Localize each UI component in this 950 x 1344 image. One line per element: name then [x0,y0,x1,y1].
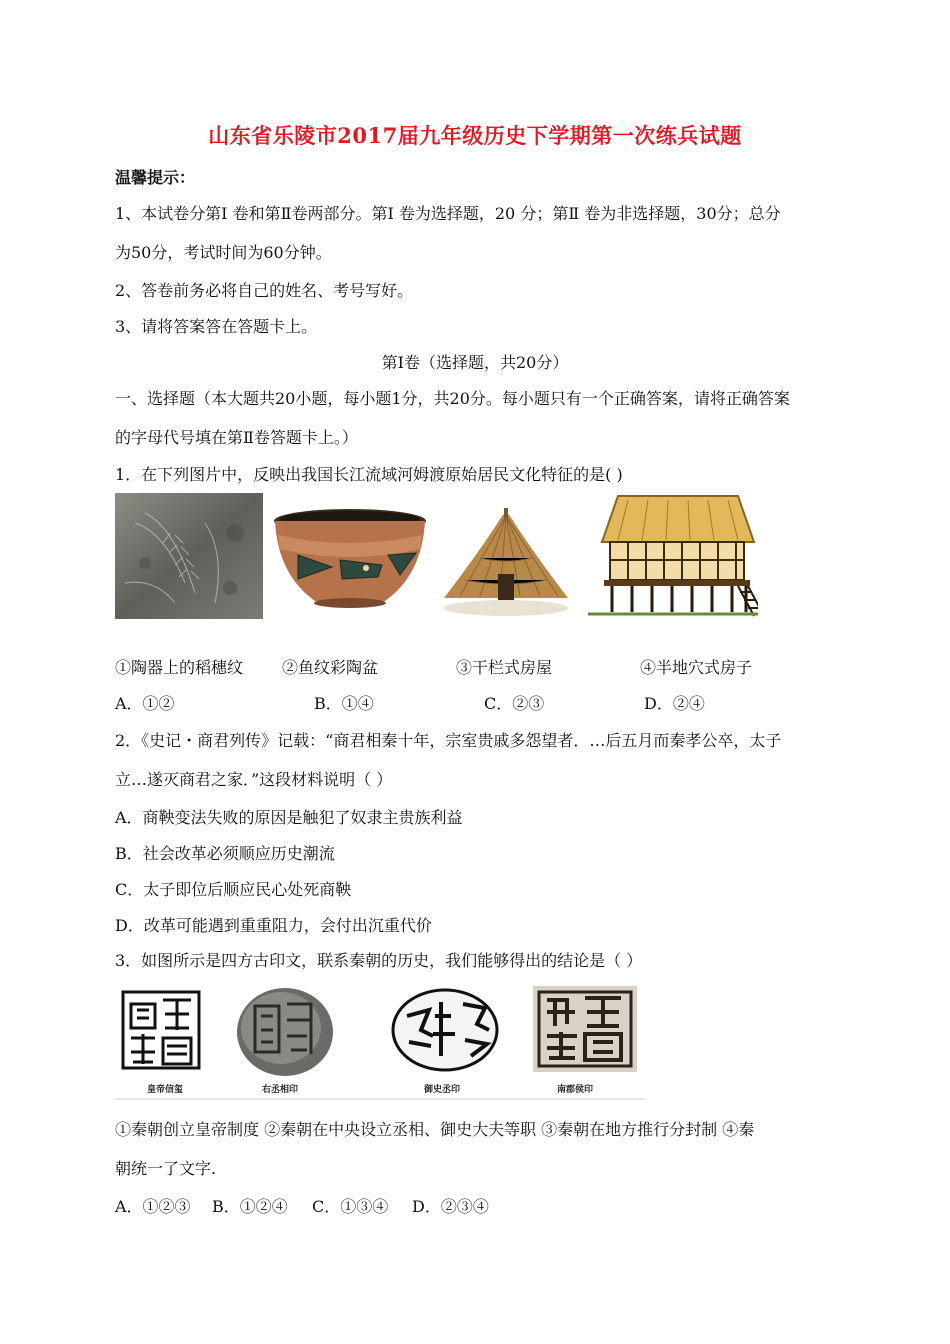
q3-option-d[interactable]: D．②③④ [412,1197,489,1216]
seal-3-icon [393,990,497,1070]
q3-option-c[interactable]: C．①③④ [312,1197,389,1216]
q2-option-a[interactable]: A．商鞅变法失败的原因是触犯了奴隶主贵族利益 [115,808,463,827]
q3-stem: 3．如图所示是四方古印文，联系秦朝的历史，我们能够得出的结论是（ ） [115,951,643,970]
q2-option-b[interactable]: B．社会改革必须顺应历史潮流 [115,844,335,863]
q2-option-d[interactable]: D．改革可能遇到重重阻力，会付出沉重代价 [115,916,432,935]
section-instructions: 的字母代号填在第Ⅱ卷答题卡上。） [115,428,358,447]
tips-item: 3、请将答案答在答题卡上。 [115,317,318,336]
q3-statements: ①秦朝创立皇帝制度 ②秦朝在中央设立丞相、御史大夫等职 ③秦朝在地方推行分封制 ④秦 [115,1120,755,1139]
tips-item: 为50分，考试时间为60分钟。 [115,243,332,262]
section-instructions: 一、选择题（本大题共20小题，每小题1分，共20分。每小题只有一个正确答案，请将正确答案 [115,389,790,408]
q3-statements: 朝统一了文字. [115,1159,217,1178]
seal-2-icon [237,988,333,1076]
seal-caption: 御史丞印 [423,1085,460,1095]
q3-option-a[interactable]: A．①②③ [115,1197,191,1216]
q1-image-label: ②鱼纹彩陶盆 [282,658,379,677]
section-header: 第Ⅰ卷（选择题，共20分） [381,353,569,372]
seal-caption: 皇帝信玺 [146,1085,183,1095]
q1-option-b[interactable]: B．①④ [314,694,374,713]
seal-caption: 南郡侯印 [556,1085,593,1095]
q3-option-b[interactable]: B．①②④ [212,1197,288,1216]
q1-image-label: ③干栏式房屋 [456,658,553,677]
q1-option-c[interactable]: C．②③ [484,694,545,713]
exam-title: 山东省乐陵市2017届九年级历史下学期第一次练兵试题 [208,123,742,148]
q2-stem: 立…遂灭商君之家．”这段材料说明（ ） [115,770,393,789]
stilt-house-image [588,492,758,618]
q1-stem: 1．在下列图片中，反映出我国长江流域河姆渡原始居民文化特征的是( ) [115,465,623,484]
q1-image-label: ④半地穴式房子 [640,658,753,677]
tips-heading: 温馨提示： [115,168,196,187]
q1-option-a[interactable]: A．①② [115,694,175,713]
rice-pattern-pottery-image [115,493,263,619]
seal-4-icon [533,986,637,1072]
q2-option-c[interactable]: C．太子即位后顺应民心处死商鞅 [115,880,352,899]
q1-image-label: ①陶器上的稻穗纹 [115,658,244,677]
seal-caption: 右丞相印 [261,1085,298,1095]
tips-item: 2、答卷前务必将自己的姓名、考号写好。 [115,281,414,300]
q2-stem: 2．《史记・商君列传》记载：“商君相秦十年，宗室贵戚多怨望者．…后五月而秦孝公卒，太子 [115,731,782,750]
tips-item: 1、本试卷分第Ⅰ 卷和第Ⅱ卷两部分。第Ⅰ 卷为选择题，20 分；第Ⅱ 卷为非选择题，30分；总分 [115,204,781,223]
q1-option-d[interactable]: D．②④ [644,694,705,713]
thatched-hut-image [440,508,572,618]
fish-pattern-basin-image [270,505,430,615]
